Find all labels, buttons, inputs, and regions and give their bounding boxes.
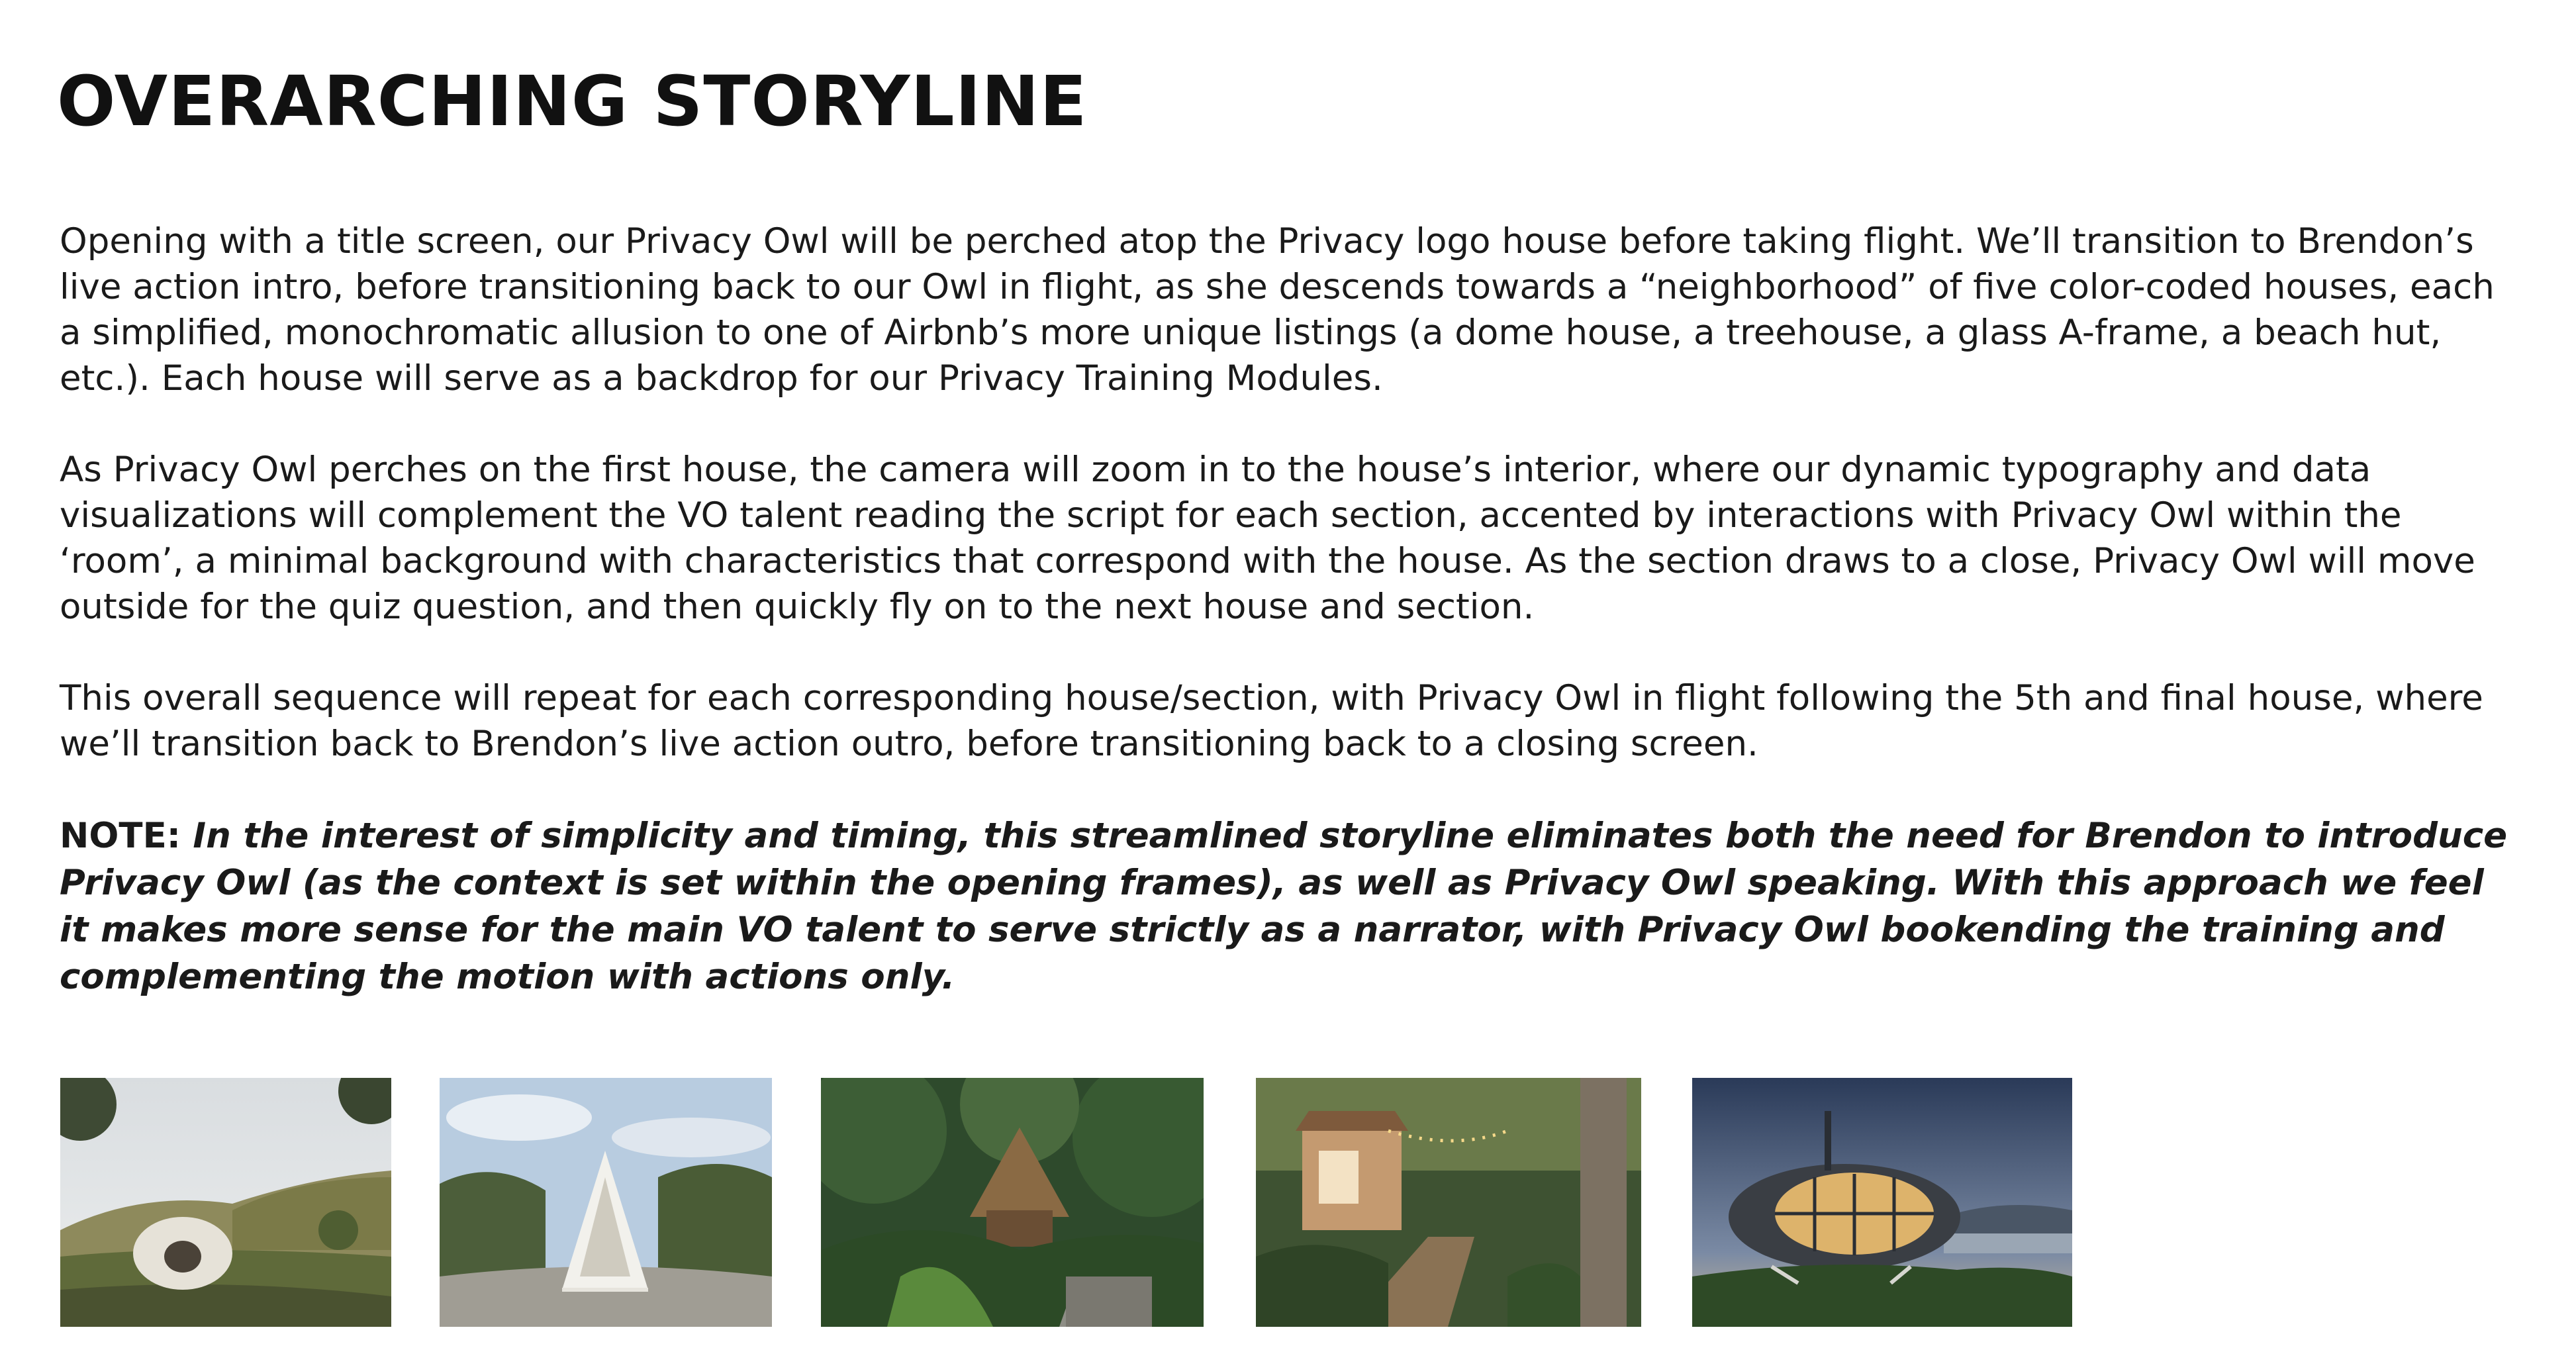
note-label: NOTE: [60, 816, 181, 856]
jungle-hut-photo [821, 1078, 1204, 1327]
dome-house-photo [60, 1078, 391, 1327]
page-title: OVERARCHING STORYLINE [57, 61, 1088, 142]
capsule-cabin-photo [1692, 1078, 2072, 1327]
a-frame-photo [440, 1078, 772, 1327]
paragraph-interior: As Privacy Owl perches on the first house, the camera will zoom in to the house’s interior, where our dynamic typography and data visualizations will complement the VO talent reading the script for each section, accented by interactions with Privacy Owl within the ‘room’, a minimal background with characteristics that correspond with the house. As the section draws to a close, Privacy Owl will move outside for the quiz question, and then quickly fly on to the next house and section. [60, 450, 2475, 627]
paragraph-intro: Opening with a title screen, our Privacy Owl will be perched atop the Privacy logo house before taking flight. We’ll transition to Brendon’s live action intro, before transitioning back to our Owl in flight, as she descends towards a “neighborhood” of five color-coded houses, each a simplified, monochromatic allusion to one of Airbnb’s more unique listings (a dome house, a treehouse, a glass A-frame, a beach hut, etc.). Each house will serve as a backdrop for our Privacy Training Modules. [60, 221, 2495, 399]
note-paragraph [60, 812, 2509, 1000]
paragraph-sequence: This overall sequence will repeat for each corresponding house/section, with Privacy Owl in flight following the 5th and final house, where we’ll transition back to Brendon’s live action outro, before transitioning back to a closing screen. [60, 678, 2483, 764]
storyline-body [60, 218, 2509, 1000]
note-text: In the interest of simplicity and timing, this streamlined storyline eliminates both the need for Brendon to introduce Privacy Owl (as the context is set within the opening frames), as well as Privacy Owl speaking. With this approach we feel it makes more sense for the main VO talent to serve strictly as a narrator, with Privacy Owl bookending the training and complementing the motion with actions only. [60, 816, 2508, 997]
treehouse-photo [1256, 1078, 1641, 1327]
